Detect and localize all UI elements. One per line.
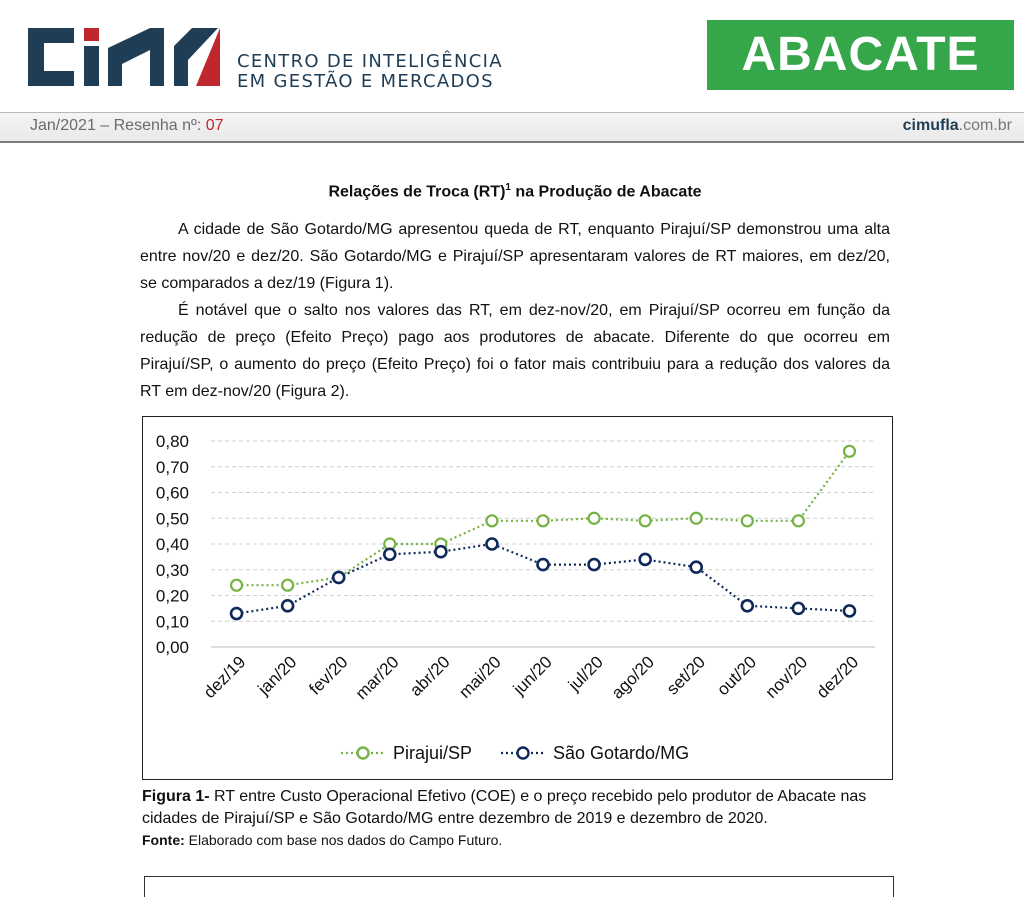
data-point [333, 572, 344, 583]
legend-label: São Gotardo/MG [553, 743, 690, 763]
data-point [231, 580, 242, 591]
line-chart [143, 417, 892, 779]
paragraph-1: A cidade de São Gotardo/MG apresentou queda de RT, enquanto Pirajuí/SP demonstrou uma alta entre nov/20 e dez/20. São Gotardo/MG e Pirajuí/SP apresentaram valores de RT maiores, em dez/20, se comparados a dez/19 (Figura 1). [140, 221, 890, 292]
x-tick-label: dez/20 [812, 652, 863, 702]
x-tick-label: fev/20 [305, 652, 352, 699]
data-point [640, 515, 651, 526]
cim-logo [22, 20, 222, 92]
data-point [435, 546, 446, 557]
source-text: Elaborado com base nos dados do Campo Futuro. [184, 832, 503, 848]
article-title [140, 182, 890, 201]
next-figure-frame [144, 876, 894, 897]
site-link[interactable] [903, 117, 1012, 135]
data-point [691, 562, 702, 573]
data-point [538, 515, 549, 526]
y-tick-label: 0,30 [155, 560, 189, 580]
x-tick-label: abr/20 [406, 652, 454, 700]
edition-bar [0, 113, 1024, 143]
y-tick-label: 0,80 [155, 432, 189, 451]
figure-label: Figura 1- [142, 788, 210, 805]
source-label: Fonte: [142, 832, 185, 848]
y-tick-label: 0,60 [155, 483, 189, 503]
data-point [589, 559, 600, 570]
edition-prefix: Jan/2021 – Resenha nº: [30, 117, 206, 134]
data-point [486, 515, 497, 526]
data-point [538, 559, 549, 570]
y-tick-label: 0,20 [155, 586, 189, 606]
data-point [793, 603, 804, 614]
x-tick-label: set/20 [662, 652, 710, 699]
y-tick-label: 0,70 [155, 457, 189, 477]
edition-info [30, 117, 224, 135]
x-tick-label: jan/20 [254, 652, 301, 699]
org-name-line2: EM GESTÃO E MERCADOS [237, 71, 494, 92]
data-point [742, 515, 753, 526]
org-name [237, 52, 503, 92]
y-tick-label: 0,40 [155, 535, 189, 554]
site-bold: cimufla [902, 117, 959, 134]
org-name-line1: CENTRO DE INTELIGÊNCIA [237, 51, 503, 72]
data-point [742, 600, 753, 611]
product-banner: ABACATE [707, 20, 1014, 90]
data-point [282, 600, 293, 611]
data-point [844, 446, 855, 457]
x-tick-label: jul/20 [564, 652, 607, 695]
chart-frame [142, 416, 893, 780]
paragraph-2: É notável que o salto nos valores das RT, em dez-nov/20, em Pirajuí/SP ocorreu em função da redução de preço (Efeito Preço) pago aos produtores de abacate. Diferente do que ocorreu em Pirajuí/SP, o aumento do preço (Efeito Preço) foi o fator mais contribuiu para a redução dos valores da RT em dez-nov/20 (Figura 2). [140, 302, 890, 400]
x-tick-label: mai/20 [455, 652, 505, 702]
series-line [237, 544, 850, 614]
data-point [486, 539, 497, 550]
x-tick-label: nov/20 [761, 652, 812, 702]
figure-caption-text: RT entre Custo Operacional Efetivo (COE) e o preço recebido pelo produtor de Abacate nas cidades de Pirajuí/SP e São Gotardo/MG entre dezembro de 2019 e dezembro de 2020. [142, 788, 867, 827]
legend-swatch-marker [358, 748, 369, 759]
data-point [384, 549, 395, 560]
figure-source [142, 832, 502, 848]
edition-number: 07 [205, 117, 224, 134]
title-footnote-mark: 1 [505, 182, 511, 193]
legend-label: Pirajui/SP [393, 743, 473, 763]
y-tick-label: 0,00 [155, 638, 189, 657]
data-point [691, 513, 702, 524]
title-tail: na Produção de Abacate [510, 183, 702, 201]
legend-swatch-marker [518, 748, 529, 759]
data-point [844, 605, 855, 616]
site-rest: .com.br [958, 117, 1012, 134]
x-tick-label: mar/20 [351, 652, 403, 704]
figure-caption [142, 786, 902, 830]
x-tick-label: out/20 [713, 652, 761, 700]
data-point [793, 515, 804, 526]
data-point [640, 554, 651, 565]
y-tick-label: 0,50 [155, 509, 189, 529]
data-point [589, 513, 600, 524]
x-tick-label: dez/19 [199, 652, 250, 702]
title-main: Relações de Troca (RT) [328, 183, 506, 201]
x-tick-label: jun/20 [509, 652, 556, 699]
data-point [231, 608, 242, 619]
data-point [282, 580, 293, 591]
y-tick-label: 0,10 [155, 612, 189, 632]
x-tick-label: ago/20 [607, 652, 658, 703]
